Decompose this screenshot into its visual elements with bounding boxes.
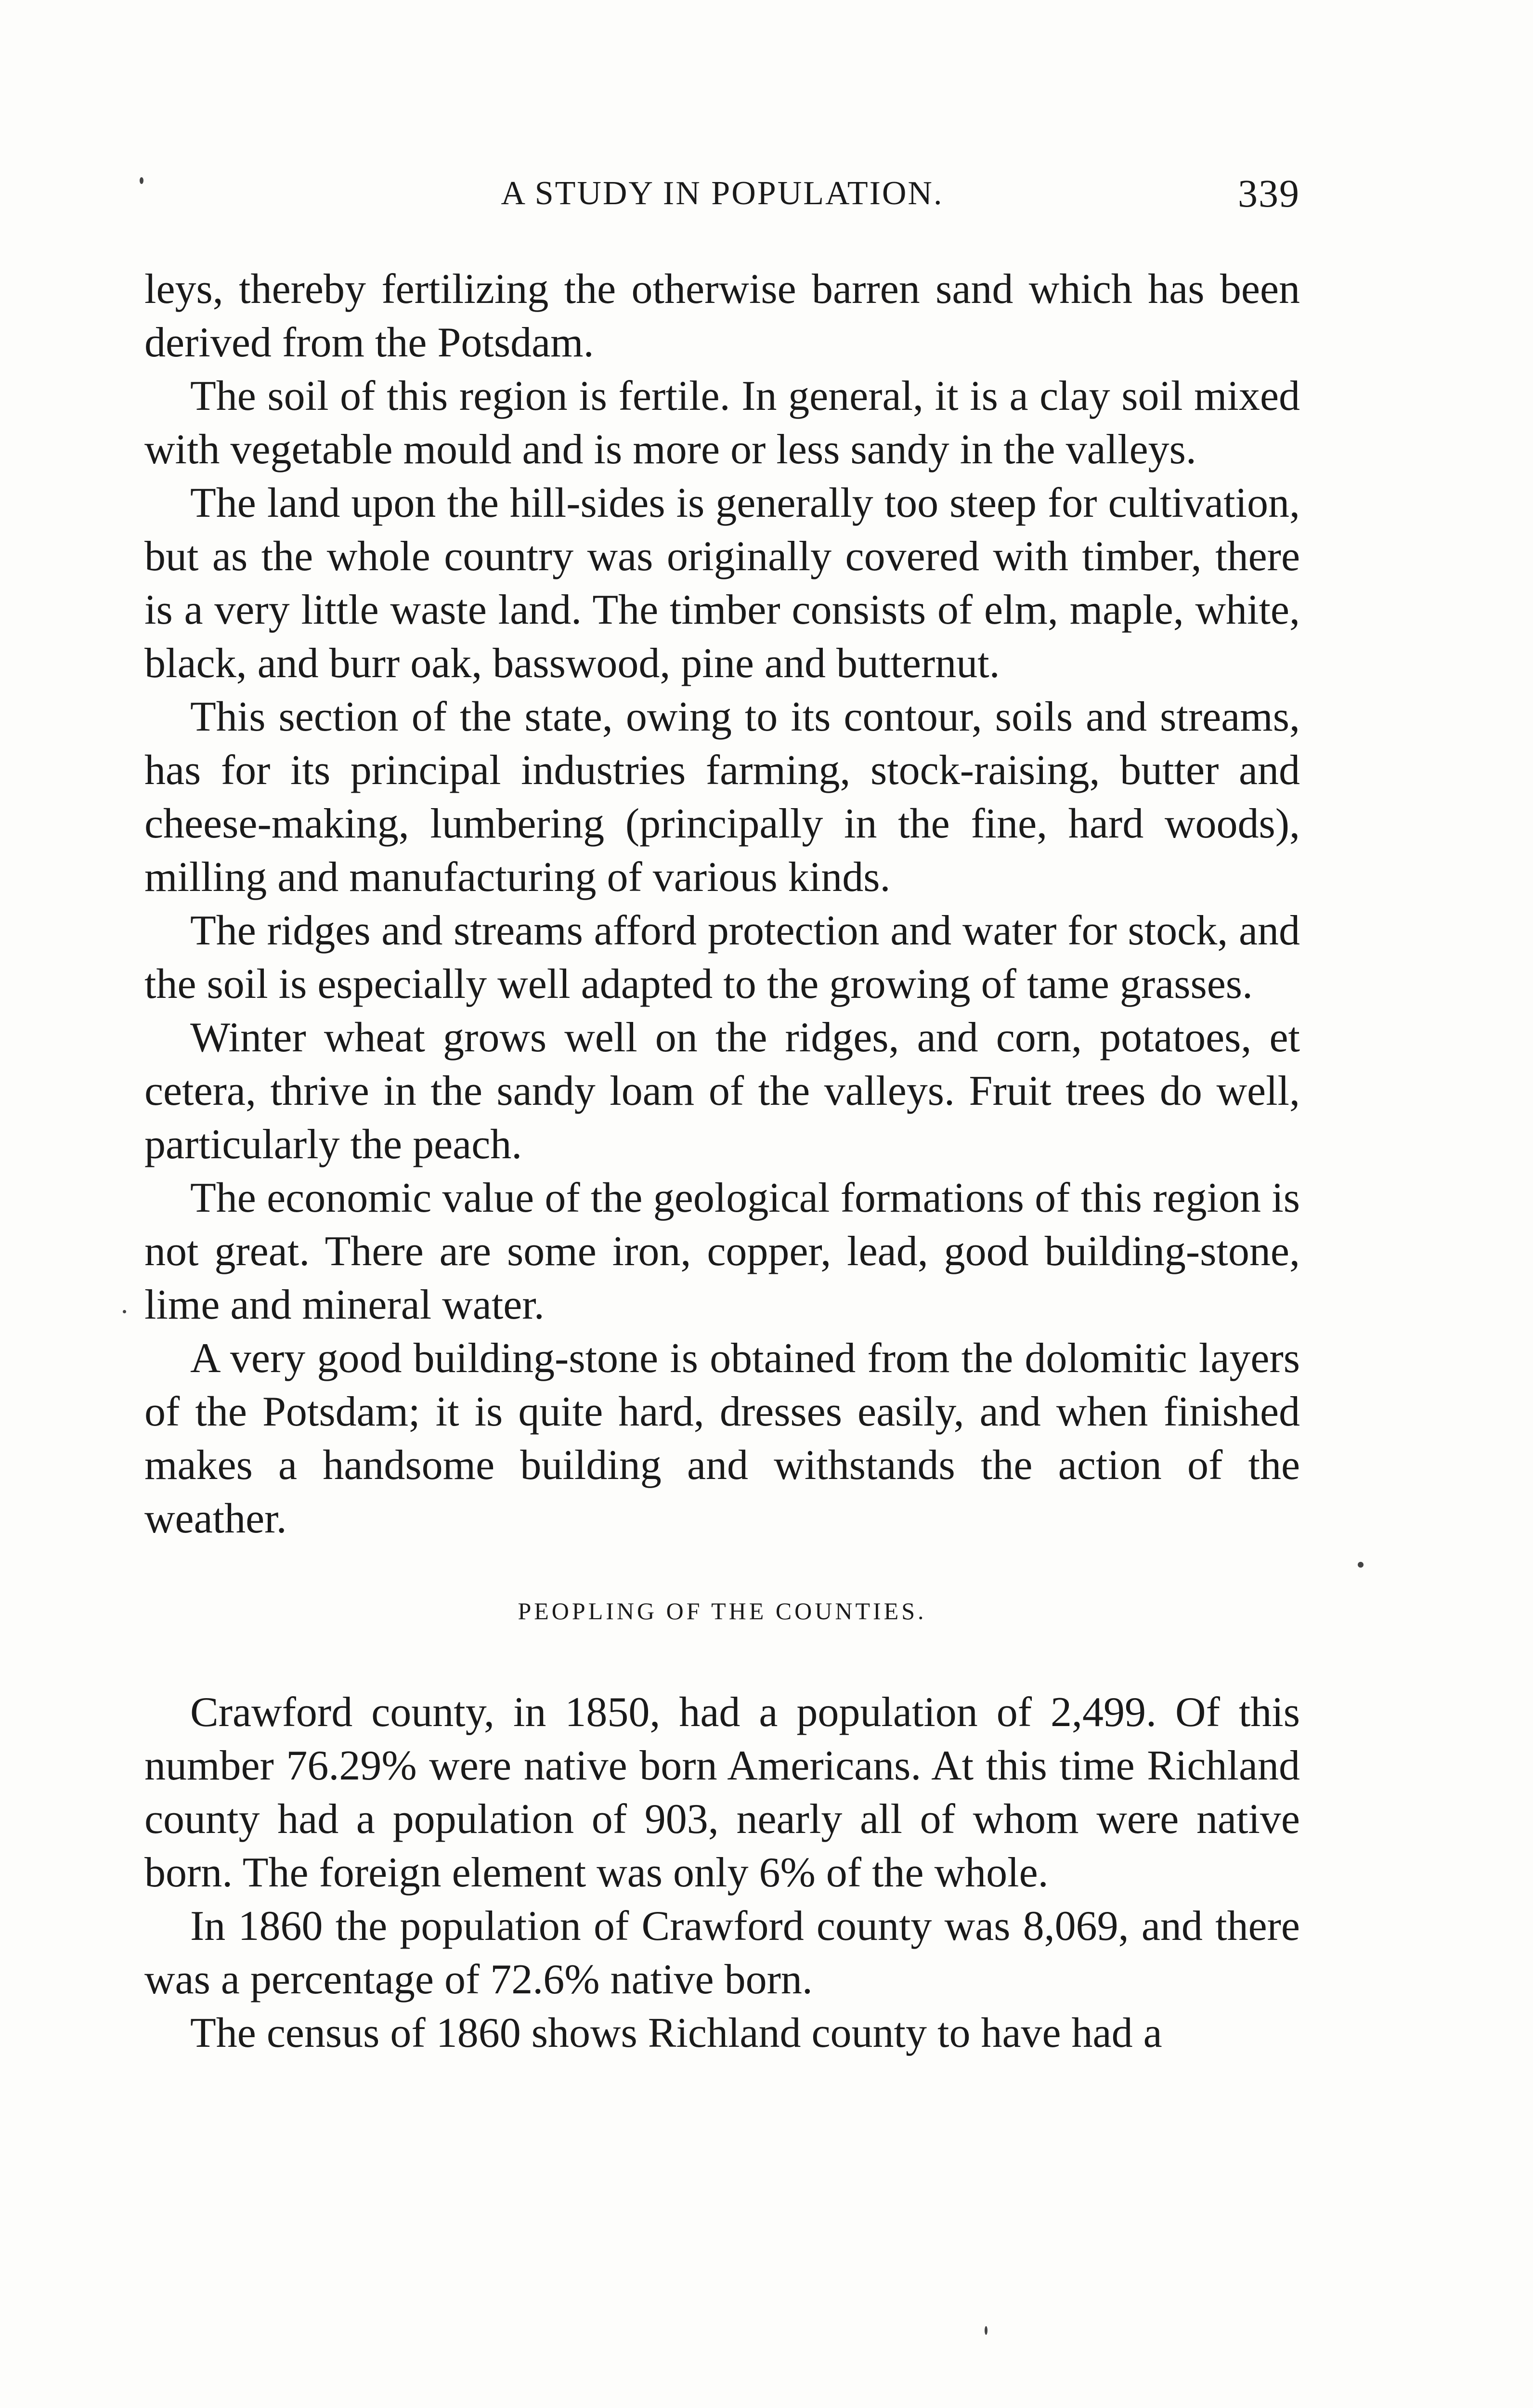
paragraph-1850-census: Crawford county, in 1850, had a population of 2,499. Of this number 76.29% were native born Americans. At this time Richland county had a population of 903, nearly all of whom were native born. The foreign element was only 6% of the whole. — [144, 1689, 1300, 1896]
paragraph-economic-value: The economic value of the geological formations of this region is not great. There are some iron, copper, lead, good building-stone, lime and mineral water. — [144, 1175, 1300, 1328]
scan-speck — [140, 177, 143, 184]
paragraph-1860-crawford: In 1860 the population of Crawford county was 8,069, and there was a percentage of 72.6% native born. — [144, 1903, 1300, 2003]
paragraph-1860-richland: The census of 1860 shows Richland county to have had a — [190, 2010, 1162, 2056]
paragraph-building-stone: A very good building-stone is obtained from the dolomitic layers of the Potsdam; it is quite hard, dresses easily, and when finished makes a handsome building and withstands the action of the weather. — [144, 1335, 1300, 1542]
page-header — [144, 170, 1300, 218]
scan-speck — [985, 2326, 987, 2335]
paragraph-industries: This section of the state, owing to its contour, soils and streams, has for its principal industries farming, stock-raising, butter and cheese-making, lumbering (principally in the fine, hard woods), milling and manufacturing of various kinds. — [144, 694, 1300, 901]
scan-speck — [123, 1310, 126, 1313]
section-heading: PEOPLING OF THE COUNTIES. — [518, 1597, 927, 1624]
page-number: 339 — [1238, 171, 1300, 215]
running-title: A STUDY IN POPULATION. — [501, 175, 944, 212]
scan-speck — [1358, 1562, 1364, 1568]
body-text — [144, 262, 1300, 2060]
paragraph-crops: Winter wheat grows well on the ridges, and corn, potatoes, et cetera, thrive in the sandy loam of the valleys. Fruit trees do well, particularly the peach. — [144, 1014, 1300, 1168]
paragraph-land-timber: The land upon the hill-sides is generally too steep for cultivation, but as the whole country was originally covered with timber, there is a very little waste land. The timber consists of elm, maple, white, black, and burr oak, basswood, pine and butternut. — [144, 480, 1300, 687]
paragraph-soil: The soil of this region is fertile. In general, it is a clay soil mixed with vegetable mould and is more or less sandy in the valleys. — [144, 373, 1300, 473]
paragraph-ridges-streams: The ridges and streams afford protection and water for stock, and the soil is especially well adapted to the growing of tame grasses. — [144, 907, 1300, 1008]
paragraph-continuation: leys, thereby fertilizing the otherwise barren sand which has been derived from the Potsdam. — [144, 266, 1300, 366]
